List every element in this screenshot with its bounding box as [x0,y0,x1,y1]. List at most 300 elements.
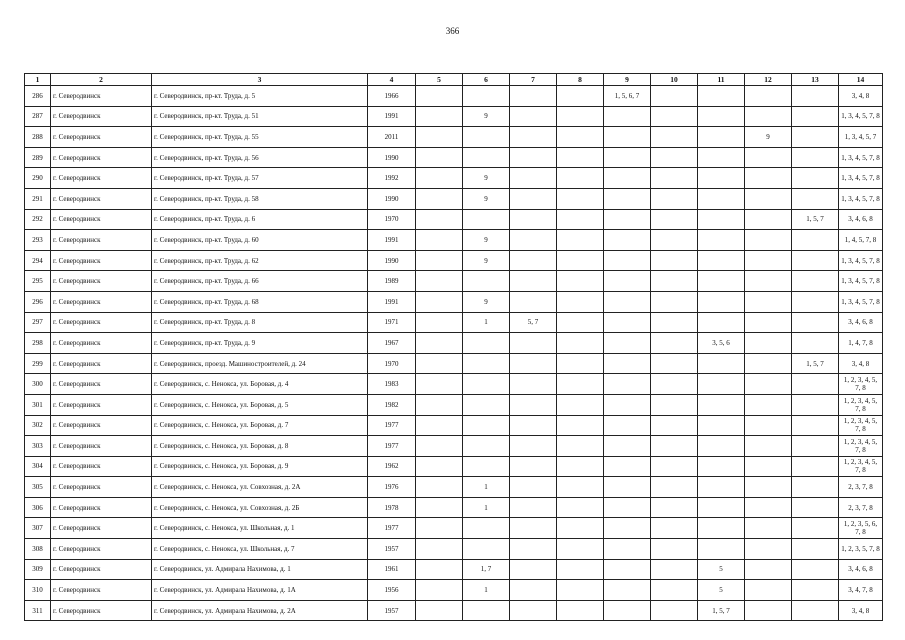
table-cell-col-14: 1, 4, 7, 8 [839,333,883,354]
table-cell-col-13 [792,147,839,168]
table-cell-col-9 [604,497,651,518]
table-cell-col-9 [604,559,651,580]
table-cell-col-7 [510,436,557,457]
column-header-6: 6 [463,74,510,86]
table-cell-col-13 [792,600,839,621]
table-cell-col-1: 300 [25,374,51,395]
table-cell-col-14: 3, 4, 6, 8 [839,209,883,230]
table-cell-col-11 [698,436,745,457]
table-cell-col-13 [792,539,839,560]
table-cell-col-2: г. Северодвинск [51,415,152,436]
column-header-5: 5 [416,74,463,86]
column-header-9: 9 [604,74,651,86]
table-cell-col-7 [510,394,557,415]
table-cell-col-4: 1978 [368,497,416,518]
table-cell-col-1: 303 [25,436,51,457]
table-cell-col-8 [557,497,604,518]
table-cell-col-10 [651,580,698,601]
table-cell-col-9 [604,209,651,230]
table-cell-col-11: 3, 5, 6 [698,333,745,354]
table-cell-col-6: 1 [463,580,510,601]
table-cell-col-1: 311 [25,600,51,621]
table-cell-col-7 [510,188,557,209]
table-cell-col-5 [416,600,463,621]
table-cell-col-7 [510,456,557,477]
table-cell-col-9 [604,518,651,539]
table-cell-col-13: 1, 5, 7 [792,353,839,374]
table-cell-col-6: 9 [463,188,510,209]
table-cell-col-3: г. Северодвинск, пр-кт. Труда, д. 51 [152,106,368,127]
table-cell-col-7 [510,230,557,251]
table-cell-col-5 [416,539,463,560]
table-cell-col-14: 3, 4, 6, 8 [839,559,883,580]
table-row [25,230,883,251]
table-cell-col-11 [698,291,745,312]
table-cell-col-8 [557,559,604,580]
table-cell-col-8 [557,86,604,107]
table-cell-col-8 [557,250,604,271]
table-cell-col-3: г. Северодвинск, пр-кт. Труда, д. 57 [152,168,368,189]
table-cell-col-14: 1, 2, 3, 4, 5, 7, 8 [839,456,883,477]
table-cell-col-11 [698,374,745,395]
table-cell-col-5 [416,188,463,209]
table-cell-col-5 [416,250,463,271]
table-cell-col-5 [416,147,463,168]
table-cell-col-4: 1957 [368,600,416,621]
table-cell-col-12 [745,518,792,539]
table-cell-col-9 [604,127,651,148]
table-row [25,539,883,560]
table-cell-col-2: г. Северодвинск [51,271,152,292]
table-cell-col-3: г. Северодвинск, пр-кт. Труда, д. 66 [152,271,368,292]
table-cell-col-13 [792,188,839,209]
table-cell-col-8 [557,147,604,168]
table-cell-col-7 [510,374,557,395]
table-cell-col-14: 1, 2, 3, 5, 7, 8 [839,539,883,560]
table-row [25,559,883,580]
table-cell-col-14: 1, 2, 3, 4, 5, 7, 8 [839,394,883,415]
table-cell-col-11 [698,250,745,271]
table-cell-col-4: 1989 [368,271,416,292]
table-cell-col-4: 1957 [368,539,416,560]
table-cell-col-5 [416,456,463,477]
table-cell-col-11 [698,477,745,498]
table-cell-col-5 [416,86,463,107]
table-cell-col-3: г. Северодвинск, ул. Адмирала Нахимова, д. 1 [152,559,368,580]
table-cell-col-7 [510,250,557,271]
table-cell-col-2: г. Северодвинск [51,333,152,354]
table-cell-col-9: 1, 5, 6, 7 [604,86,651,107]
table-cell-col-8 [557,230,604,251]
table-cell-col-2: г. Северодвинск [51,250,152,271]
table-cell-col-13 [792,271,839,292]
table-cell-col-5 [416,291,463,312]
table-row [25,106,883,127]
table-cell-col-6: 9 [463,168,510,189]
table-row [25,188,883,209]
table-cell-col-10 [651,230,698,251]
table-cell-col-3: г. Северодвинск, пр-кт. Труда, д. 6 [152,209,368,230]
table-cell-col-8 [557,106,604,127]
table-cell-col-10 [651,374,698,395]
table-cell-col-11 [698,415,745,436]
table-cell-col-5 [416,497,463,518]
table-cell-col-13: 1, 5, 7 [792,209,839,230]
table-cell-col-12 [745,497,792,518]
table-row [25,518,883,539]
table-cell-col-9 [604,456,651,477]
table-cell-col-12 [745,333,792,354]
table-cell-col-10 [651,250,698,271]
table-cell-col-11 [698,312,745,333]
table-cell-col-5 [416,353,463,374]
table-cell-col-10 [651,147,698,168]
table-cell-col-11: 5 [698,559,745,580]
table-cell-col-10 [651,415,698,436]
table-cell-col-7 [510,518,557,539]
table-cell-col-9 [604,291,651,312]
table-cell-col-8 [557,291,604,312]
table-cell-col-3: г. Северодвинск, с. Ненокса, ул. Боровая, д. 8 [152,436,368,457]
table-cell-col-12 [745,271,792,292]
table-cell-col-11 [698,271,745,292]
table-cell-col-5 [416,168,463,189]
table-cell-col-14: 1, 2, 3, 4, 5, 7, 8 [839,415,883,436]
table-cell-col-4: 1977 [368,436,416,457]
table-cell-col-7 [510,86,557,107]
column-header-10: 10 [651,74,698,86]
table-cell-col-10 [651,168,698,189]
table-cell-col-8 [557,518,604,539]
table-cell-col-11 [698,539,745,560]
table-cell-col-8 [557,209,604,230]
page-number: 366 [445,26,460,36]
table-cell-col-3: г. Северодвинск, с. Ненокса, ул. Боровая, д. 7 [152,415,368,436]
table-cell-col-12 [745,250,792,271]
table-cell-col-9 [604,415,651,436]
table-cell-col-6 [463,147,510,168]
table-cell-col-4: 1970 [368,209,416,230]
table-cell-col-1: 304 [25,456,51,477]
table-cell-col-3: г. Северодвинск, с. Ненокса, ул. Совхозная, д. 2Б [152,497,368,518]
table-row [25,374,883,395]
table-cell-col-6: 1 [463,497,510,518]
table-cell-col-4: 2011 [368,127,416,148]
table-cell-col-9 [604,477,651,498]
table-cell-col-9 [604,312,651,333]
table-cell-col-12 [745,415,792,436]
table-cell-col-1: 306 [25,497,51,518]
table-cell-col-2: г. Северодвинск [51,436,152,457]
table-cell-col-6 [463,518,510,539]
table-cell-col-12 [745,147,792,168]
table-cell-col-7 [510,209,557,230]
table-cell-col-5 [416,230,463,251]
table-cell-col-11 [698,168,745,189]
table-row [25,353,883,374]
table-cell-col-1: 299 [25,353,51,374]
table-cell-col-5 [416,415,463,436]
table-cell-col-14: 1, 2, 3, 4, 5, 7, 8 [839,374,883,395]
table-cell-col-5 [416,580,463,601]
table-cell-col-10 [651,127,698,148]
table-cell-col-11: 1, 5, 7 [698,600,745,621]
table-cell-col-4: 1966 [368,86,416,107]
table-cell-col-8 [557,374,604,395]
table-cell-col-7 [510,168,557,189]
table-cell-col-9 [604,353,651,374]
table-cell-col-1: 294 [25,250,51,271]
table-cell-col-2: г. Северодвинск [51,86,152,107]
table-cell-col-11 [698,86,745,107]
table-cell-col-14: 2, 3, 7, 8 [839,497,883,518]
table-cell-col-3: г. Северодвинск, проезд. Машиностроителей, д. 24 [152,353,368,374]
table-cell-col-12: 9 [745,127,792,148]
table-cell-col-3: г. Северодвинск, пр-кт. Труда, д. 62 [152,250,368,271]
table-cell-col-12 [745,600,792,621]
table-cell-col-12 [745,539,792,560]
table-cell-col-12 [745,456,792,477]
table-row [25,86,883,107]
table-cell-col-9 [604,333,651,354]
table-cell-col-7 [510,539,557,560]
table-cell-col-11 [698,147,745,168]
table-cell-col-14: 1, 3, 4, 5, 7, 8 [839,188,883,209]
table-cell-col-7 [510,291,557,312]
table-cell-col-3: г. Северодвинск, пр-кт. Труда, д. 8 [152,312,368,333]
table-header-row [25,74,883,86]
table-cell-col-1: 292 [25,209,51,230]
table-cell-col-11 [698,497,745,518]
table-cell-col-6 [463,436,510,457]
table-cell-col-1: 287 [25,106,51,127]
table-cell-col-11 [698,127,745,148]
table-cell-col-10 [651,333,698,354]
table-cell-col-1: 307 [25,518,51,539]
table-row [25,477,883,498]
table-cell-col-7 [510,271,557,292]
table-cell-col-13 [792,436,839,457]
table-cell-col-3: г. Северодвинск, пр-кт. Труда, д. 56 [152,147,368,168]
table-cell-col-14: 1, 3, 4, 5, 7 [839,127,883,148]
table-cell-col-8 [557,127,604,148]
table-cell-col-10 [651,559,698,580]
table-row [25,394,883,415]
table-cell-col-9 [604,250,651,271]
table-cell-col-1: 298 [25,333,51,354]
table-cell-col-4: 1991 [368,230,416,251]
table-cell-col-13 [792,333,839,354]
table-cell-col-2: г. Северодвинск [51,188,152,209]
table-cell-col-6 [463,209,510,230]
table-cell-col-3: г. Северодвинск, пр-кт. Труда, д. 5 [152,86,368,107]
table-row [25,333,883,354]
table-cell-col-10 [651,456,698,477]
table-cell-col-9 [604,374,651,395]
table-cell-col-2: г. Северодвинск [51,230,152,251]
table-cell-col-4: 1970 [368,353,416,374]
table-cell-col-10 [651,209,698,230]
table-cell-col-1: 291 [25,188,51,209]
table-cell-col-4: 1990 [368,147,416,168]
table-cell-col-13 [792,312,839,333]
table-cell-col-12 [745,106,792,127]
housing-table [24,73,883,621]
table-cell-col-3: г. Северодвинск, с. Ненокса, ул. Боровая, д. 5 [152,394,368,415]
table-cell-col-2: г. Северодвинск [51,312,152,333]
column-header-12: 12 [745,74,792,86]
table-cell-col-7 [510,580,557,601]
table-cell-col-3: г. Северодвинск, с. Ненокса, ул. Совхозная, д. 2А [152,477,368,498]
table-cell-col-2: г. Северодвинск [51,580,152,601]
table-row [25,580,883,601]
table-cell-col-13 [792,250,839,271]
column-header-2: 2 [51,74,152,86]
table-cell-col-7: 5, 7 [510,312,557,333]
table-cell-col-9 [604,230,651,251]
table-cell-col-6: 9 [463,291,510,312]
table-cell-col-7 [510,106,557,127]
table-cell-col-9 [604,600,651,621]
table-cell-col-3: г. Северодвинск, с. Ненокса, ул. Боровая, д. 4 [152,374,368,395]
table-cell-col-6 [463,415,510,436]
table-cell-col-12 [745,394,792,415]
table-cell-col-11 [698,456,745,477]
table-cell-col-6 [463,353,510,374]
table-cell-col-2: г. Северодвинск [51,456,152,477]
table-cell-col-7 [510,559,557,580]
table-cell-col-7 [510,600,557,621]
table-cell-col-13 [792,559,839,580]
table-cell-col-6: 9 [463,106,510,127]
column-header-3: 3 [152,74,368,86]
table-cell-col-3: г. Северодвинск, пр-кт. Труда, д. 58 [152,188,368,209]
column-header-14: 14 [839,74,883,86]
table-row [25,312,883,333]
table-cell-col-6: 9 [463,230,510,251]
table-cell-col-9 [604,168,651,189]
table-cell-col-8 [557,394,604,415]
table-cell-col-4: 1977 [368,415,416,436]
table-cell-col-10 [651,436,698,457]
table-cell-col-7 [510,415,557,436]
table-cell-col-8 [557,477,604,498]
table-cell-col-13 [792,374,839,395]
table-cell-col-1: 293 [25,230,51,251]
table-cell-col-3: г. Северодвинск, ул. Адмирала Нахимова, д. 2А [152,600,368,621]
table-cell-col-5 [416,312,463,333]
table-cell-col-12 [745,353,792,374]
table-cell-col-14: 2, 3, 7, 8 [839,477,883,498]
table-cell-col-14: 3, 4, 8 [839,600,883,621]
table-cell-col-2: г. Северодвинск [51,106,152,127]
table-cell-col-2: г. Северодвинск [51,147,152,168]
column-header-8: 8 [557,74,604,86]
table-cell-col-4: 1982 [368,394,416,415]
table-cell-col-12 [745,291,792,312]
table-cell-col-1: 302 [25,415,51,436]
table-cell-col-9 [604,580,651,601]
table-cell-col-6 [463,600,510,621]
table-cell-col-3: г. Северодвинск, с. Ненокса, ул. Школьная, д. 7 [152,539,368,560]
table-cell-col-14: 1, 2, 3, 4, 5, 7, 8 [839,436,883,457]
table-cell-col-12 [745,86,792,107]
table-cell-col-5 [416,374,463,395]
table-cell-col-6: 1 [463,477,510,498]
table-cell-col-14: 1, 3, 4, 5, 7, 8 [839,271,883,292]
table-cell-col-1: 305 [25,477,51,498]
table-cell-col-11 [698,353,745,374]
table-cell-col-13 [792,456,839,477]
table-cell-col-8 [557,271,604,292]
table-cell-col-4: 1990 [368,188,416,209]
table-cell-col-14: 1, 3, 4, 5, 7, 8 [839,250,883,271]
table-cell-col-13 [792,497,839,518]
table-cell-col-11 [698,394,745,415]
table-cell-col-4: 1983 [368,374,416,395]
table-cell-col-12 [745,436,792,457]
table-cell-col-5 [416,436,463,457]
table-cell-col-2: г. Северодвинск [51,209,152,230]
table-cell-col-2: г. Северодвинск [51,127,152,148]
table-cell-col-5 [416,106,463,127]
table-cell-col-14: 1, 2, 3, 5, 6, 7, 8 [839,518,883,539]
table-row [25,209,883,230]
table-cell-col-1: 296 [25,291,51,312]
table-cell-col-1: 290 [25,168,51,189]
table-cell-col-4: 1990 [368,250,416,271]
table-row [25,271,883,292]
table-cell-col-4: 1992 [368,168,416,189]
table-cell-col-3: г. Северодвинск, пр-кт. Труда, д. 9 [152,333,368,354]
table-cell-col-8 [557,312,604,333]
table-cell-col-5 [416,271,463,292]
table-row [25,436,883,457]
table-cell-col-6: 1, 7 [463,559,510,580]
table-cell-col-3: г. Северодвинск, пр-кт. Труда, д. 55 [152,127,368,148]
table-cell-col-3: г. Северодвинск, пр-кт. Труда, д. 60 [152,230,368,251]
table-cell-col-8 [557,456,604,477]
table-cell-col-10 [651,518,698,539]
table-cell-col-12 [745,559,792,580]
table-cell-col-2: г. Северодвинск [51,374,152,395]
table-cell-col-4: 1971 [368,312,416,333]
table-cell-col-8 [557,539,604,560]
table-cell-col-12 [745,188,792,209]
column-header-11: 11 [698,74,745,86]
table-cell-col-6: 9 [463,250,510,271]
table-cell-col-1: 309 [25,559,51,580]
table-cell-col-5 [416,209,463,230]
table-cell-col-10 [651,291,698,312]
table-cell-col-4: 1991 [368,106,416,127]
table-cell-col-10 [651,477,698,498]
table-body [25,86,883,621]
table-cell-col-13 [792,415,839,436]
table-cell-col-3: г. Северодвинск, с. Ненокса, ул. Боровая, д. 9 [152,456,368,477]
table-cell-col-4: 1977 [368,518,416,539]
table-cell-col-10 [651,600,698,621]
table-cell-col-13 [792,580,839,601]
column-header-13: 13 [792,74,839,86]
table-cell-col-2: г. Северодвинск [51,394,152,415]
table-cell-col-8 [557,600,604,621]
table-row [25,456,883,477]
table-cell-col-6 [463,333,510,354]
table-cell-col-4: 1961 [368,559,416,580]
table-cell-col-6 [463,539,510,560]
table-cell-col-14: 1, 3, 4, 5, 7, 8 [839,147,883,168]
